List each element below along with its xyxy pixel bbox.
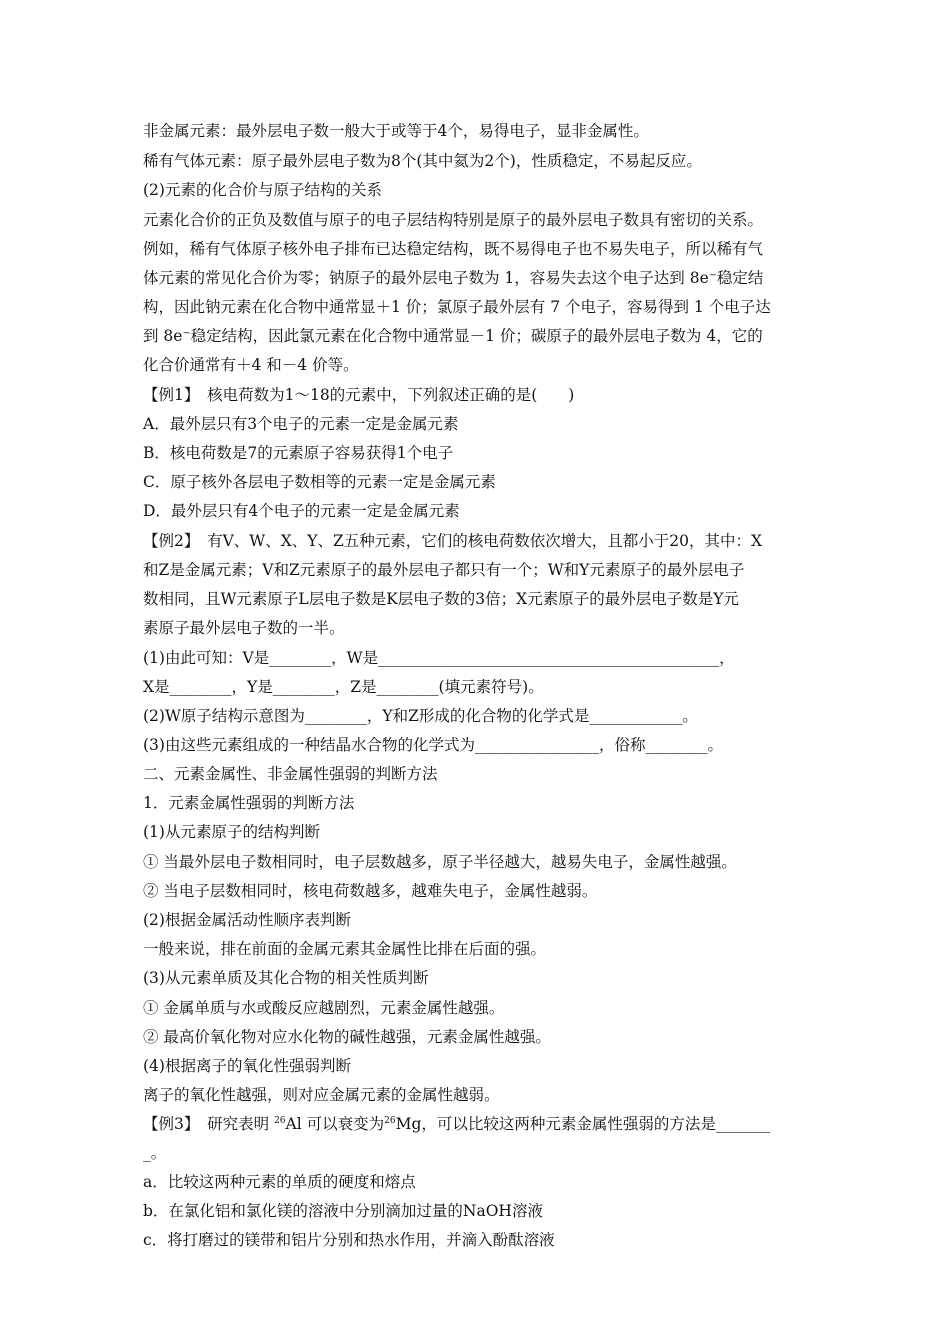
option-a: a．比较这两种元素的单质的硬度和熔点: [143, 1173, 416, 1191]
section-heading: 二、元素金属性、非金属性强弱的判断方法: [143, 765, 438, 783]
text-line: ② 最高价氧化物对应水化物的碱性越强，元素金属性越强。: [143, 1028, 551, 1046]
text-fragment: 研究表明: [191, 1115, 270, 1133]
element-symbol: Mg: [395, 1115, 422, 1133]
text-line: ① 金属单质与水或酸反应越剧烈，元素金属性越强。: [143, 999, 505, 1017]
text-line: ① 当最外层电子数相同时，电子层数越多，原子半径越大，越易失电子，金属性越强。: [143, 853, 737, 871]
text-line: ② 当电子层数相同时，核电荷数越多，越难失电子，金属性越弱。: [143, 882, 598, 900]
text-fragment: 可以衰变为: [306, 1115, 385, 1133]
fill-blank-line: X是________，Y是________，Z是________(填元素符号)。: [143, 678, 544, 696]
text-line: 非金属元素：最外层电子数一般大于或等于4个，易得电子，显非金属性。: [143, 122, 649, 140]
text-line: 素原子最外层电子数的一半。: [143, 619, 345, 637]
text-line: 体元素的常见化合价为零；钠原子的最外层电子数为 1，容易失去这个电子达到 8e⁻稳定结: [143, 269, 764, 287]
example-3-question: [143, 1112, 815, 1136]
section-heading: (2)元素的化合价与原子结构的关系: [143, 181, 382, 199]
option-c: c．将打磨过的镁带和铝片分别和热水作用，并滴入酚酞溶液: [143, 1231, 555, 1249]
text-line: 化合价通常有＋4 和－4 价等。: [143, 356, 359, 374]
option-b: b．在氯化铝和氯化镁的溶液中分别滴加过量的NaOH溶液: [143, 1202, 543, 1220]
isotope-mass: 26: [274, 1115, 286, 1126]
text-line: 数相同，且W元素原子L层电子数是K层电子数的3倍；X元素原子的最外层电子数是Y元: [143, 590, 739, 608]
text-line: 稀有气体元素：原子最外层电子数为8个(其中氦为2个)，性质稳定，不易起反应。: [143, 152, 702, 170]
example-3-label: 【例3】: [143, 1115, 192, 1133]
text-line: 到 8e⁻稳定结构，因此氯元素在化合物中通常显－1 价；碳原子的最外层电子数为 4，它的: [143, 327, 763, 345]
subsection-heading: 1．元素金属性强弱的判断方法: [143, 794, 355, 812]
element-symbol: Al: [285, 1115, 302, 1133]
fill-blank-line: (1)由此可知：V是________，W是____________________________________________，: [143, 649, 735, 667]
option-c: C．原子核外各层电子数相等的元素一定是金属元素: [143, 473, 496, 491]
text-line: 元素化合价的正负及数值与原子的电子层结构特别是原子的最外层电子数具有密切的关系。: [143, 211, 764, 229]
text-line: 构，因此钠元素在化合物中通常显＋1 价；氯原子最外层有 7 个电子，容易得到 1 个电子达: [143, 298, 771, 316]
text-line: 一般来说，排在前面的金属元素其金属性比排在后面的强。: [143, 940, 547, 958]
text-line: 和Z是金属元素；V和Z元素原子的最外层电子都只有一个；W和Y元素原子的最外层电子: [143, 561, 745, 579]
example-2-question: 【例2】 有V、W、X、Y、Z五种元素，它们的核电荷数依次增大，且都小于20，其中：X: [143, 532, 763, 550]
subsection-heading: (4)根据离子的氧化性强弱判断: [143, 1057, 351, 1075]
option-b: B．核电荷数是7的元素原子容易获得1个电子: [143, 444, 454, 462]
isotope-mass: 26: [384, 1115, 396, 1126]
subsection-heading: (2)根据金属活动性顺序表判断: [143, 911, 351, 929]
text-line: 离子的氧化性越强，则对应金属元素的金属性越弱。: [143, 1086, 500, 1104]
text-line: _。: [143, 1144, 167, 1162]
text-line: 例如，稀有气体原子核外电子排布已达稳定结构，既不易得电子也不易失电子，所以稀有气: [143, 240, 764, 258]
example-1-question: 【例1】 核电荷数为1～18的元素中，下列叙述正确的是( ): [143, 386, 575, 404]
subsection-heading: (3)从元素单质及其化合物的相关性质判断: [143, 969, 429, 987]
fill-blank-line: (2)W原子结构示意图为________，Y和Z形成的化合物的化学式是____________。: [143, 707, 698, 725]
option-d: D．最外层只有4个电子的元素一定是金属元素: [143, 502, 460, 520]
fill-blank-line: (3)由这些元素组成的一种结晶水合物的化学式为________________，俗称________。: [143, 736, 723, 754]
option-a: A．最外层只有3个电子的元素一定是金属元素: [143, 415, 459, 433]
text-fragment: ，可以比较这两种元素金属性强弱的方法是_______: [421, 1115, 771, 1133]
subsection-heading: (1)从元素原子的结构判断: [143, 823, 320, 841]
